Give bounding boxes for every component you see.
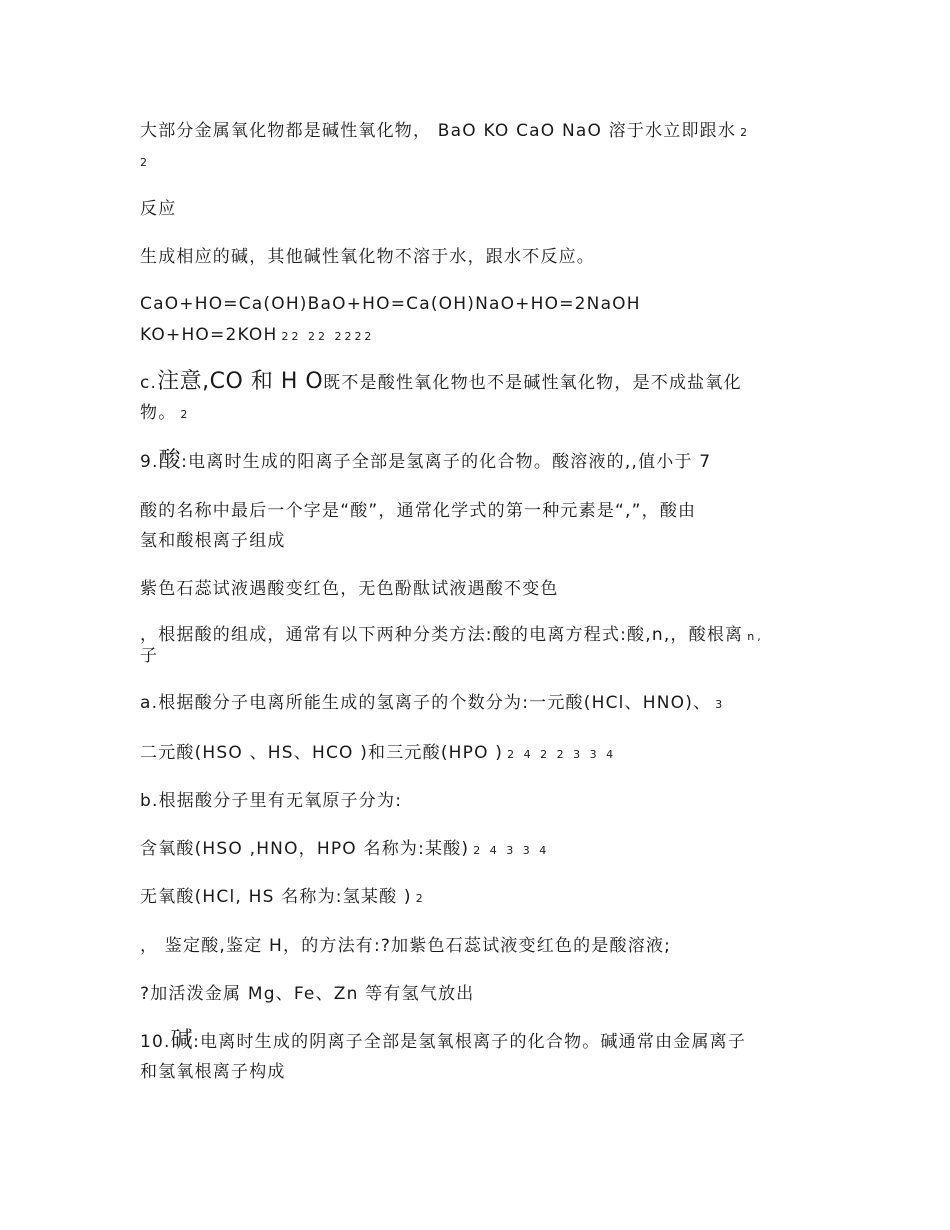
subscript-run: 3 — [715, 698, 726, 711]
text-run: 物。 — [140, 403, 177, 423]
paragraph-line: ， 鉴定酸,鉴定 H，的方法有:?加紫色石蕊试液变红色的是酸溶液; — [140, 936, 672, 956]
paragraph-line: 和氢氧根离子构成 — [140, 1062, 286, 1082]
subscript-run: 22 22 2222 — [281, 330, 375, 343]
subscript-line: 2 — [140, 156, 149, 169]
text-run: :电离时生成的阴离子全部是氢氧根离子的化合物。碱通常由金属离子 — [193, 1032, 747, 1052]
text-run: ，根据酸的组成，通常有以下两种分类方法:酸的电离方程式:酸,n,，酸根离 — [140, 625, 744, 645]
subscript-run: 2 — [180, 408, 191, 421]
text-run: 大部分金属氧化物都是碱性氧化物， BaO KO CaO NaO 溶于水立即跟水 — [140, 121, 737, 141]
paragraph-line — [140, 120, 820, 144]
text-run: c. — [140, 373, 158, 393]
subscript-run: 2 4 2 2 3 3 4 — [507, 748, 617, 761]
section-heading-line — [140, 1030, 820, 1053]
paragraph-line — [140, 838, 820, 862]
paragraph-line — [140, 402, 820, 426]
paragraph-line: 子 — [140, 646, 159, 666]
subscript-run: 2 — [415, 892, 426, 905]
paragraph-line: 酸的名称中最后一个字是“酸”，通常化学式的第一种元素是“,”，酸由 — [140, 501, 697, 521]
paragraph-line — [140, 371, 820, 394]
paragraph-line — [140, 692, 820, 716]
section-number: 9. — [140, 452, 159, 472]
section-heading-line — [140, 450, 820, 473]
subscript-run: 2 — [740, 126, 751, 139]
text-run: 二元酸(HSO 、HS、HCO )和三元酸(HPO ) — [140, 743, 504, 763]
paragraph-line: b.根据酸分子里有无氧原子分为: — [140, 791, 403, 811]
paragraph-line: 紫色石蕊试液遇酸变红色，无色酚酞试液遇酸不变色 — [140, 579, 559, 599]
subscript-run: 2 4 3 3 4 — [473, 844, 550, 857]
section-term: 酸 — [158, 448, 182, 473]
paragraph-line: 氢和酸根离子组成 — [140, 531, 286, 551]
section-term: 碱 — [170, 1028, 194, 1053]
text-run: 无氧酸(HCl, HS 名称为:氢某酸 ) — [140, 887, 412, 907]
section-number: 10. — [140, 1032, 171, 1052]
text-run: 既不是酸性氧化物也不是碱性氧化物，是不成盐氧化 — [323, 373, 742, 393]
paragraph-line: 反应 — [140, 199, 177, 219]
equation-line — [140, 324, 820, 348]
equation-line: CaO+HO=Ca(OH)BaO+HO=Ca(OH)NaO+HO=2NaOH — [140, 294, 641, 314]
emphasis-run: 注意,CO 和 H O — [157, 369, 324, 394]
text-run: :电离时生成的阳离子全部是氢离子的化合物。酸溶液的,,值小于 7 — [181, 452, 712, 472]
paragraph-line: ?加活泼金属 Mg、Fe、Zn 等有氢气放出 — [140, 984, 475, 1004]
subscript-run: n, — [747, 630, 764, 643]
text-run: a.根据酸分子电离所能生成的氢离子的个数分为:一元酸(HCl、HNO)、 — [140, 693, 712, 713]
text-run: 含氧酸(HSO ,HNO，HPO 名称为:某酸) — [140, 839, 470, 859]
text-run: KO+HO=2KOH — [140, 325, 278, 345]
paragraph-line — [140, 742, 820, 766]
paragraph-line — [140, 886, 820, 910]
paragraph-line: 生成相应的碱，其他碱性氧化物不溶于水，跟水不反应。 — [140, 247, 595, 267]
